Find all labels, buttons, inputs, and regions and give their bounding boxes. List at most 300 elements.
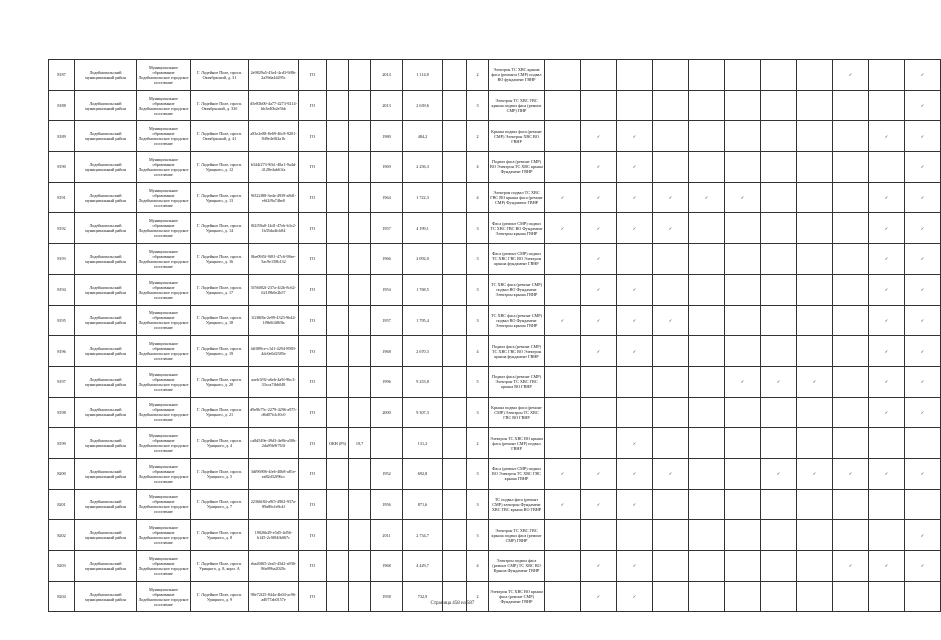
empty-mark-cell: [725, 244, 761, 275]
empty-mark-cell: [617, 397, 653, 428]
heritage-cell: [327, 121, 349, 152]
empty-mark-cell: [797, 336, 833, 367]
empty-mark-cell: [617, 244, 653, 275]
empty-mark-cell: [797, 489, 833, 520]
checkmark-icon: ✓: [617, 428, 653, 459]
empty-mark-cell: [545, 428, 581, 459]
count-cell: 2: [467, 428, 489, 459]
checkmark-icon: ✓: [581, 182, 617, 213]
count-cell: 3: [467, 305, 489, 336]
empty-mark-cell: [869, 152, 905, 183]
empty-mark-cell: [653, 152, 689, 183]
empty-mark-cell: [833, 397, 869, 428]
checkmark-icon: ✓: [653, 305, 689, 336]
empty-mark-cell: [761, 90, 797, 121]
empty-mark-cell: [761, 244, 797, 275]
housing-register-table: [48, 59, 941, 612]
empty-mark-cell: [689, 489, 725, 520]
type-cell: ГО: [299, 428, 327, 459]
checkmark-icon: ✓: [689, 182, 725, 213]
extra-cell: [443, 152, 467, 183]
empty-mark-cell: [797, 274, 833, 305]
house-code-cell: d5e83b00-4a77-4273-9214-bb3e40b2e5bb: [249, 90, 299, 121]
municipality-cell: Муниципальное образование Лодейнопольское городское поселение: [137, 152, 191, 183]
empty-mark-cell: [725, 489, 761, 520]
checkmark-icon: ✓: [869, 551, 905, 582]
checkmark-icon: ✓: [905, 182, 941, 213]
municipality-cell: Муниципальное образование Лодейнопольское городское поселение: [137, 182, 191, 213]
checkmark-icon: ✓: [905, 274, 941, 305]
district-cell: Лодейнопольский муниципальный район: [75, 428, 137, 459]
works-list-cell: ТС подвал фаса (ремонт СМР) электрон Фундамент ХВС ГВС крыша ВО ГВНР: [489, 489, 545, 520]
address-cell: Г. Лодейное Поле, просп. Урицкого, д. 21: [191, 397, 249, 428]
heritage-area-cell: [349, 489, 371, 520]
table-row: [49, 60, 941, 91]
type-cell: ГО: [299, 90, 327, 121]
empty-mark-cell: [653, 489, 689, 520]
checkmark-icon: ✓: [617, 458, 653, 489]
empty-mark-cell: [761, 213, 797, 244]
extra-cell: [443, 366, 467, 397]
address-cell: Г. Лодейное Поле, просп. Урицкого, д. 18: [191, 305, 249, 336]
heritage-area-cell: [349, 581, 371, 612]
house-code-cell: 98e72f25-844a-4b04-ac96-ad077ab0157e: [249, 581, 299, 612]
empty-mark-cell: [653, 90, 689, 121]
extra-cell: [443, 274, 467, 305]
municipality-cell: Муниципальное образование Лодейнопольское городское поселение: [137, 336, 191, 367]
house-code-cell: 3df96906-4fe6-40b8-a81e-ea82d32f96cc: [249, 458, 299, 489]
count-cell: 2: [467, 121, 489, 152]
area-cell: 131,2: [403, 428, 443, 459]
empty-mark-cell: [761, 60, 797, 91]
empty-mark-cell: [545, 244, 581, 275]
empty-mark-cell: [833, 121, 869, 152]
heritage-area-cell: [349, 90, 371, 121]
empty-mark-cell: [689, 581, 725, 612]
checkmark-icon: ✓: [581, 458, 617, 489]
empty-mark-cell: [545, 366, 581, 397]
table-row: [49, 397, 941, 428]
table-row: [49, 182, 941, 213]
checkmark-icon: ✓: [617, 274, 653, 305]
district-cell: Лодейнопольский муниципальный район: [75, 581, 137, 612]
empty-mark-cell: [689, 366, 725, 397]
empty-mark-cell: [653, 581, 689, 612]
empty-mark-cell: [617, 90, 653, 121]
district-cell: Лодейнопольский муниципальный район: [75, 397, 137, 428]
works-list-cell: Электрон подвал фаса (ремонт СМР) ТС ХВС ВО Крыша Фундамент ГВНР: [489, 551, 545, 582]
municipality-cell: Муниципальное образование Лодейнопольское городское поселение: [137, 366, 191, 397]
checkmark-icon: ✓: [833, 551, 869, 582]
checkmark-icon: ✓: [869, 121, 905, 152]
empty-mark-cell: [833, 305, 869, 336]
empty-mark-cell: [725, 551, 761, 582]
heritage-cell: [327, 305, 349, 336]
heritage-cell: [327, 152, 349, 183]
empty-mark-cell: [545, 152, 581, 183]
heritage-cell: [327, 520, 349, 551]
year-cell: 2011: [371, 520, 403, 551]
count-cell: 4: [467, 182, 489, 213]
empty-mark-cell: [689, 458, 725, 489]
municipality-cell: Муниципальное образование Лодейнопольское городское поселение: [137, 397, 191, 428]
empty-mark-cell: [725, 213, 761, 244]
year-cell: [371, 428, 403, 459]
empty-mark-cell: [689, 336, 725, 367]
municipality-cell: Муниципальное образование Лодейнопольское городское поселение: [137, 90, 191, 121]
checkmark-icon: ✓: [833, 60, 869, 91]
municipality-cell: Муниципальное образование Лодейнопольское городское поселение: [137, 428, 191, 459]
empty-mark-cell: [581, 60, 617, 91]
table-row: [49, 428, 941, 459]
empty-mark-cell: [833, 244, 869, 275]
works-list-cell: Фаса (ремонт СМР) подвал ТС ХВС ГВС ВО Электрон крыша фундамент ГВНР: [489, 244, 545, 275]
checkmark-icon: ✓: [905, 366, 941, 397]
heritage-cell: [327, 90, 349, 121]
empty-mark-cell: [725, 305, 761, 336]
district-cell: Лодейнопольский муниципальный район: [75, 152, 137, 183]
empty-mark-cell: [869, 520, 905, 551]
municipality-cell: Муниципальное образование Лодейнопольское городское поселение: [137, 520, 191, 551]
district-cell: Лодейнопольский муниципальный район: [75, 121, 137, 152]
heritage-cell: [327, 336, 349, 367]
empty-mark-cell: [725, 581, 761, 612]
empty-mark-cell: [869, 581, 905, 612]
house-code-cell: 1f2f8f8a-2e99-4323-9b44-1f9b0f4f8f8a: [249, 305, 299, 336]
extra-cell: [443, 520, 467, 551]
empty-mark-cell: [797, 551, 833, 582]
row-number: 8201: [49, 489, 75, 520]
year-cell: 2013: [371, 90, 403, 121]
address-cell: Г. Лодейное Поле, просп. Урицкого, д. 9: [191, 581, 249, 612]
empty-mark-cell: [833, 520, 869, 551]
type-cell: ГО: [299, 244, 327, 275]
extra-cell: [443, 336, 467, 367]
empty-mark-cell: [797, 397, 833, 428]
year-cell: 1996: [371, 366, 403, 397]
address-cell: Г. Лодейное Поле, просп. Урицкого, д. 13: [191, 182, 249, 213]
empty-mark-cell: [761, 336, 797, 367]
address-cell: Г. Лодейное Поле, просп. Урицкого, д. 19: [191, 336, 249, 367]
extra-cell: [443, 428, 467, 459]
works-list-cell: Крыша подвал фаса (ремонт СМР) Электрон ХВС ВО ГВНР: [489, 121, 545, 152]
table-row: [49, 90, 941, 121]
district-cell: Лодейнопольский муниципальный район: [75, 60, 137, 91]
count-cell: 4: [467, 152, 489, 183]
checkmark-icon: ✓: [545, 305, 581, 336]
checkmark-icon: ✓: [905, 121, 941, 152]
empty-mark-cell: [653, 60, 689, 91]
table-row: [49, 336, 941, 367]
empty-mark-cell: [761, 489, 797, 520]
empty-mark-cell: [797, 520, 833, 551]
house-code-cell: 8be09f5f-9f81-47c6-98ee-5ac9e158b132: [249, 244, 299, 275]
address-cell: Г. Лодейное Поле, просп. Октябрьский, д. 33б: [191, 90, 249, 121]
works-list-cell: Фаса (ремонт СМР) подвал ВО Электрон ТС ХВС ГВС крыша ГВНР: [489, 458, 545, 489]
empty-mark-cell: [617, 60, 653, 91]
empty-mark-cell: [725, 274, 761, 305]
works-list-cell: Крыша подвал фаса (ремонт СМР) Электрон ТС ХВС ГВС ВО ГВНР: [489, 397, 545, 428]
area-cell: 484,2: [403, 121, 443, 152]
row-number: 8198: [49, 397, 75, 428]
empty-mark-cell: [761, 182, 797, 213]
empty-mark-cell: [689, 551, 725, 582]
type-cell: ГО: [299, 520, 327, 551]
row-number: 8199: [49, 428, 75, 459]
heritage-area-cell: [349, 213, 371, 244]
address-cell: Г. Лодейное Поле, просп. Урицкого, д. 17: [191, 274, 249, 305]
house-code-cell: b344f273-9fb1-48a1-9a4d-4128e4ab61fa: [249, 152, 299, 183]
checkmark-icon: ✓: [905, 244, 941, 275]
row-number: 8203: [49, 551, 75, 582]
area-cell: 2 670,3: [403, 336, 443, 367]
type-cell: ГО: [299, 551, 327, 582]
area-cell: 9 307,3: [403, 397, 443, 428]
checkmark-icon: ✓: [905, 305, 941, 336]
checkmark-icon: ✓: [581, 213, 617, 244]
district-cell: Лодейнопольский муниципальный район: [75, 366, 137, 397]
table-row: [49, 152, 941, 183]
heritage-cell: [327, 213, 349, 244]
house-code-cell: 9f322f88-3eda-4939-a8d1-e6f2f9a74be0: [249, 182, 299, 213]
empty-mark-cell: [725, 152, 761, 183]
table-row: [49, 581, 941, 612]
table-row: [49, 213, 941, 244]
empty-mark-cell: [797, 213, 833, 244]
address-cell: Г. Лодейное Поле, просп. Урицкого, д. 8, корп. А: [191, 551, 249, 582]
area-cell: 4 199,1: [403, 213, 443, 244]
municipality-cell: Муниципальное образование Лодейнопольское городское поселение: [137, 60, 191, 91]
empty-mark-cell: [653, 428, 689, 459]
row-number: 8192: [49, 213, 75, 244]
empty-mark-cell: [689, 305, 725, 336]
heritage-area-cell: 19,7: [349, 428, 371, 459]
extra-cell: [443, 551, 467, 582]
row-number: 8190: [49, 152, 75, 183]
empty-mark-cell: [581, 366, 617, 397]
year-cell: 1957: [371, 213, 403, 244]
type-cell: ГО: [299, 336, 327, 367]
empty-mark-cell: [869, 428, 905, 459]
type-cell: ГО: [299, 274, 327, 305]
count-cell: 3: [467, 458, 489, 489]
empty-mark-cell: [797, 182, 833, 213]
empty-mark-cell: [689, 152, 725, 183]
empty-mark-cell: [833, 213, 869, 244]
address-cell: Г. Лодейное Поле, просп. Октябрьский, д. 41: [191, 121, 249, 152]
empty-mark-cell: [761, 397, 797, 428]
extra-cell: [443, 182, 467, 213]
checkmark-icon: ✓: [869, 305, 905, 336]
checkmark-icon: ✓: [869, 336, 905, 367]
count-cell: 3: [467, 274, 489, 305]
table-row: [49, 121, 941, 152]
extra-cell: [443, 397, 467, 428]
year-cell: 1966: [371, 244, 403, 275]
checkmark-icon: ✓: [869, 274, 905, 305]
heritage-area-cell: [349, 458, 371, 489]
checkmark-icon: ✓: [905, 551, 941, 582]
table-row: [49, 305, 941, 336]
empty-mark-cell: [761, 581, 797, 612]
row-number: 8187: [49, 60, 75, 91]
heritage-area-cell: [349, 244, 371, 275]
heritage-area-cell: [349, 336, 371, 367]
checkmark-icon: ✓: [869, 213, 905, 244]
checkmark-icon: ✓: [725, 182, 761, 213]
empty-mark-cell: [761, 428, 797, 459]
count-cell: 3: [467, 520, 489, 551]
row-number: 8196: [49, 336, 75, 367]
empty-mark-cell: [725, 90, 761, 121]
checkmark-icon: ✓: [581, 551, 617, 582]
district-cell: Лодейнопольский муниципальный район: [75, 244, 137, 275]
empty-mark-cell: [797, 581, 833, 612]
heritage-area-cell: [349, 366, 371, 397]
house-code-cell: 19026b29-e5d5-4d56-b145-2c9f84fb067c: [249, 520, 299, 551]
house-code-cell: 0f2f59a0-14d1-47eb-b3c2-1b35da4fcb84: [249, 213, 299, 244]
empty-mark-cell: [797, 152, 833, 183]
district-cell: Лодейнопольский муниципальный район: [75, 213, 137, 244]
heritage-area-cell: [349, 274, 371, 305]
works-list-cell: Фаса (ремонт СМР) подвал ТС ХВС ГВС ВО Фундамент Электрон крыша ГВНР: [489, 213, 545, 244]
heritage-cell: [327, 458, 349, 489]
count-cell: 3: [467, 213, 489, 244]
empty-mark-cell: [725, 121, 761, 152]
count-cell: 3: [467, 489, 489, 520]
count-cell: 3: [467, 397, 489, 428]
checkmark-icon: ✓: [869, 397, 905, 428]
checkmark-icon: ✓: [905, 397, 941, 428]
year-cell: 2014: [371, 60, 403, 91]
type-cell: ГО: [299, 397, 327, 428]
district-cell: Лодейнопольский муниципальный район: [75, 90, 137, 121]
checkmark-icon: ✓: [617, 336, 653, 367]
heritage-cell: [327, 182, 349, 213]
municipality-cell: Муниципальное образование Лодейнопольское городское поселение: [137, 458, 191, 489]
extra-cell: [443, 213, 467, 244]
checkmark-icon: ✓: [653, 458, 689, 489]
row-number: 8193: [49, 244, 75, 275]
checkmark-icon: ✓: [617, 489, 653, 520]
area-cell: 2 734,7: [403, 520, 443, 551]
empty-mark-cell: [689, 60, 725, 91]
type-cell: ГО: [299, 305, 327, 336]
checkmark-icon: ✓: [797, 366, 833, 397]
table-row: [49, 366, 941, 397]
district-cell: Лодейнопольский муниципальный район: [75, 274, 137, 305]
row-number: 8202: [49, 520, 75, 551]
municipality-cell: Муниципальное образование Лодейнопольское городское поселение: [137, 274, 191, 305]
heritage-cell: ОКН (Р3): [327, 428, 349, 459]
checkmark-icon: ✓: [617, 152, 653, 183]
works-list-cell: Электрон ТС ХВС ГВС крыша подвал фаса (ремонт СМР) ГВНР: [489, 520, 545, 551]
row-number: 8195: [49, 305, 75, 336]
checkmark-icon: ✓: [833, 458, 869, 489]
empty-mark-cell: [833, 428, 869, 459]
works-list-cell: Электрон ТС ХВС ГВС крыша подвал фаса (ремонт СМР) ПНР: [489, 90, 545, 121]
checkmark-icon: ✓: [905, 336, 941, 367]
count-cell: 2: [467, 60, 489, 91]
area-cell: 1 114,8: [403, 60, 443, 91]
empty-mark-cell: [617, 366, 653, 397]
empty-mark-cell: [581, 520, 617, 551]
works-list-cell: ТС ХВС фаса (ремонт СМР) подвал ВО Фундамент Электрон крыша ГВНР: [489, 274, 545, 305]
type-cell: ГО: [299, 213, 327, 244]
empty-mark-cell: [761, 274, 797, 305]
empty-mark-cell: [833, 90, 869, 121]
works-list-cell: Подвал фаса (ремонт СМР) ВО Электрон ТС ХВС крыша Фундамент ГВНР: [489, 152, 545, 183]
row-number: 8200: [49, 458, 75, 489]
type-cell: ГО: [299, 182, 327, 213]
municipality-cell: Муниципальное образование Лодейнопольское городское поселение: [137, 489, 191, 520]
area-cell: 871,6: [403, 489, 443, 520]
checkmark-icon: ✓: [905, 60, 941, 91]
empty-mark-cell: [905, 489, 941, 520]
works-list-cell: Электрон подвал ТС ХВС ГВС ВО крыша фаса (ремонт СМР) Фундамент ГВНР: [489, 182, 545, 213]
heritage-cell: [327, 60, 349, 91]
empty-mark-cell: [797, 244, 833, 275]
district-cell: Лодейнопольский муниципальный район: [75, 520, 137, 551]
extra-cell: [443, 581, 467, 612]
heritage-area-cell: [349, 152, 371, 183]
row-number: 8204: [49, 581, 75, 612]
house-code-cell: a83e2e88-8e69-46c8-9201-849e4e0f2a1b: [249, 121, 299, 152]
address-cell: Г. Лодейное Поле, просп. Урицкого, д. 7: [191, 489, 249, 520]
works-list-cell: ТС ХВС фаса (ремонт СМР) подвал ВО Фундамент Электрон крыша ГВНР: [489, 305, 545, 336]
checkmark-icon: ✓: [545, 182, 581, 213]
house-code-cell: 22366f84-a9f5-4902-937a-89a86cfe8c4f: [249, 489, 299, 520]
house-code-cell: ca8d549e-49d3-4e8b-a50b-2da95b9f763f: [249, 428, 299, 459]
empty-mark-cell: [581, 428, 617, 459]
empty-mark-cell: [797, 428, 833, 459]
house-code-cell: 2e9829a5-43e4-4cd3-9f8b-2a59da44495c: [249, 60, 299, 91]
year-cell: 1968: [371, 336, 403, 367]
checkmark-icon: ✓: [581, 121, 617, 152]
empty-mark-cell: [725, 428, 761, 459]
empty-mark-cell: [905, 581, 941, 612]
empty-mark-cell: [833, 152, 869, 183]
empty-mark-cell: [725, 458, 761, 489]
area-cell: 9 253,8: [403, 366, 443, 397]
area-cell: 732,9: [403, 581, 443, 612]
heritage-cell: [327, 397, 349, 428]
year-cell: 1957: [371, 305, 403, 336]
year-cell: 1968: [371, 551, 403, 582]
heritage-area-cell: [349, 305, 371, 336]
checkmark-icon: ✓: [617, 213, 653, 244]
checkmark-icon: ✓: [653, 213, 689, 244]
year-cell: 1980: [371, 121, 403, 152]
count-cell: 3: [467, 244, 489, 275]
empty-mark-cell: [653, 121, 689, 152]
area-cell: 4 429,7: [403, 551, 443, 582]
checkmark-icon: ✓: [581, 336, 617, 367]
empty-mark-cell: [653, 244, 689, 275]
table-row: [49, 551, 941, 582]
year-cell: 1956: [371, 489, 403, 520]
empty-mark-cell: [725, 60, 761, 91]
works-list-cell: Электрон ТС ХВС крыша фаса (ремонта СМР) подвал ВО фундамент ГВНР: [489, 60, 545, 91]
extra-cell: [443, 489, 467, 520]
address-cell: Г. Лодейное Поле, просп. Урицкого, д. 4: [191, 428, 249, 459]
table-row: [49, 244, 941, 275]
extra-cell: [443, 458, 467, 489]
empty-mark-cell: [689, 213, 725, 244]
empty-mark-cell: [545, 551, 581, 582]
empty-mark-cell: [869, 489, 905, 520]
checkmark-icon: ✓: [581, 152, 617, 183]
